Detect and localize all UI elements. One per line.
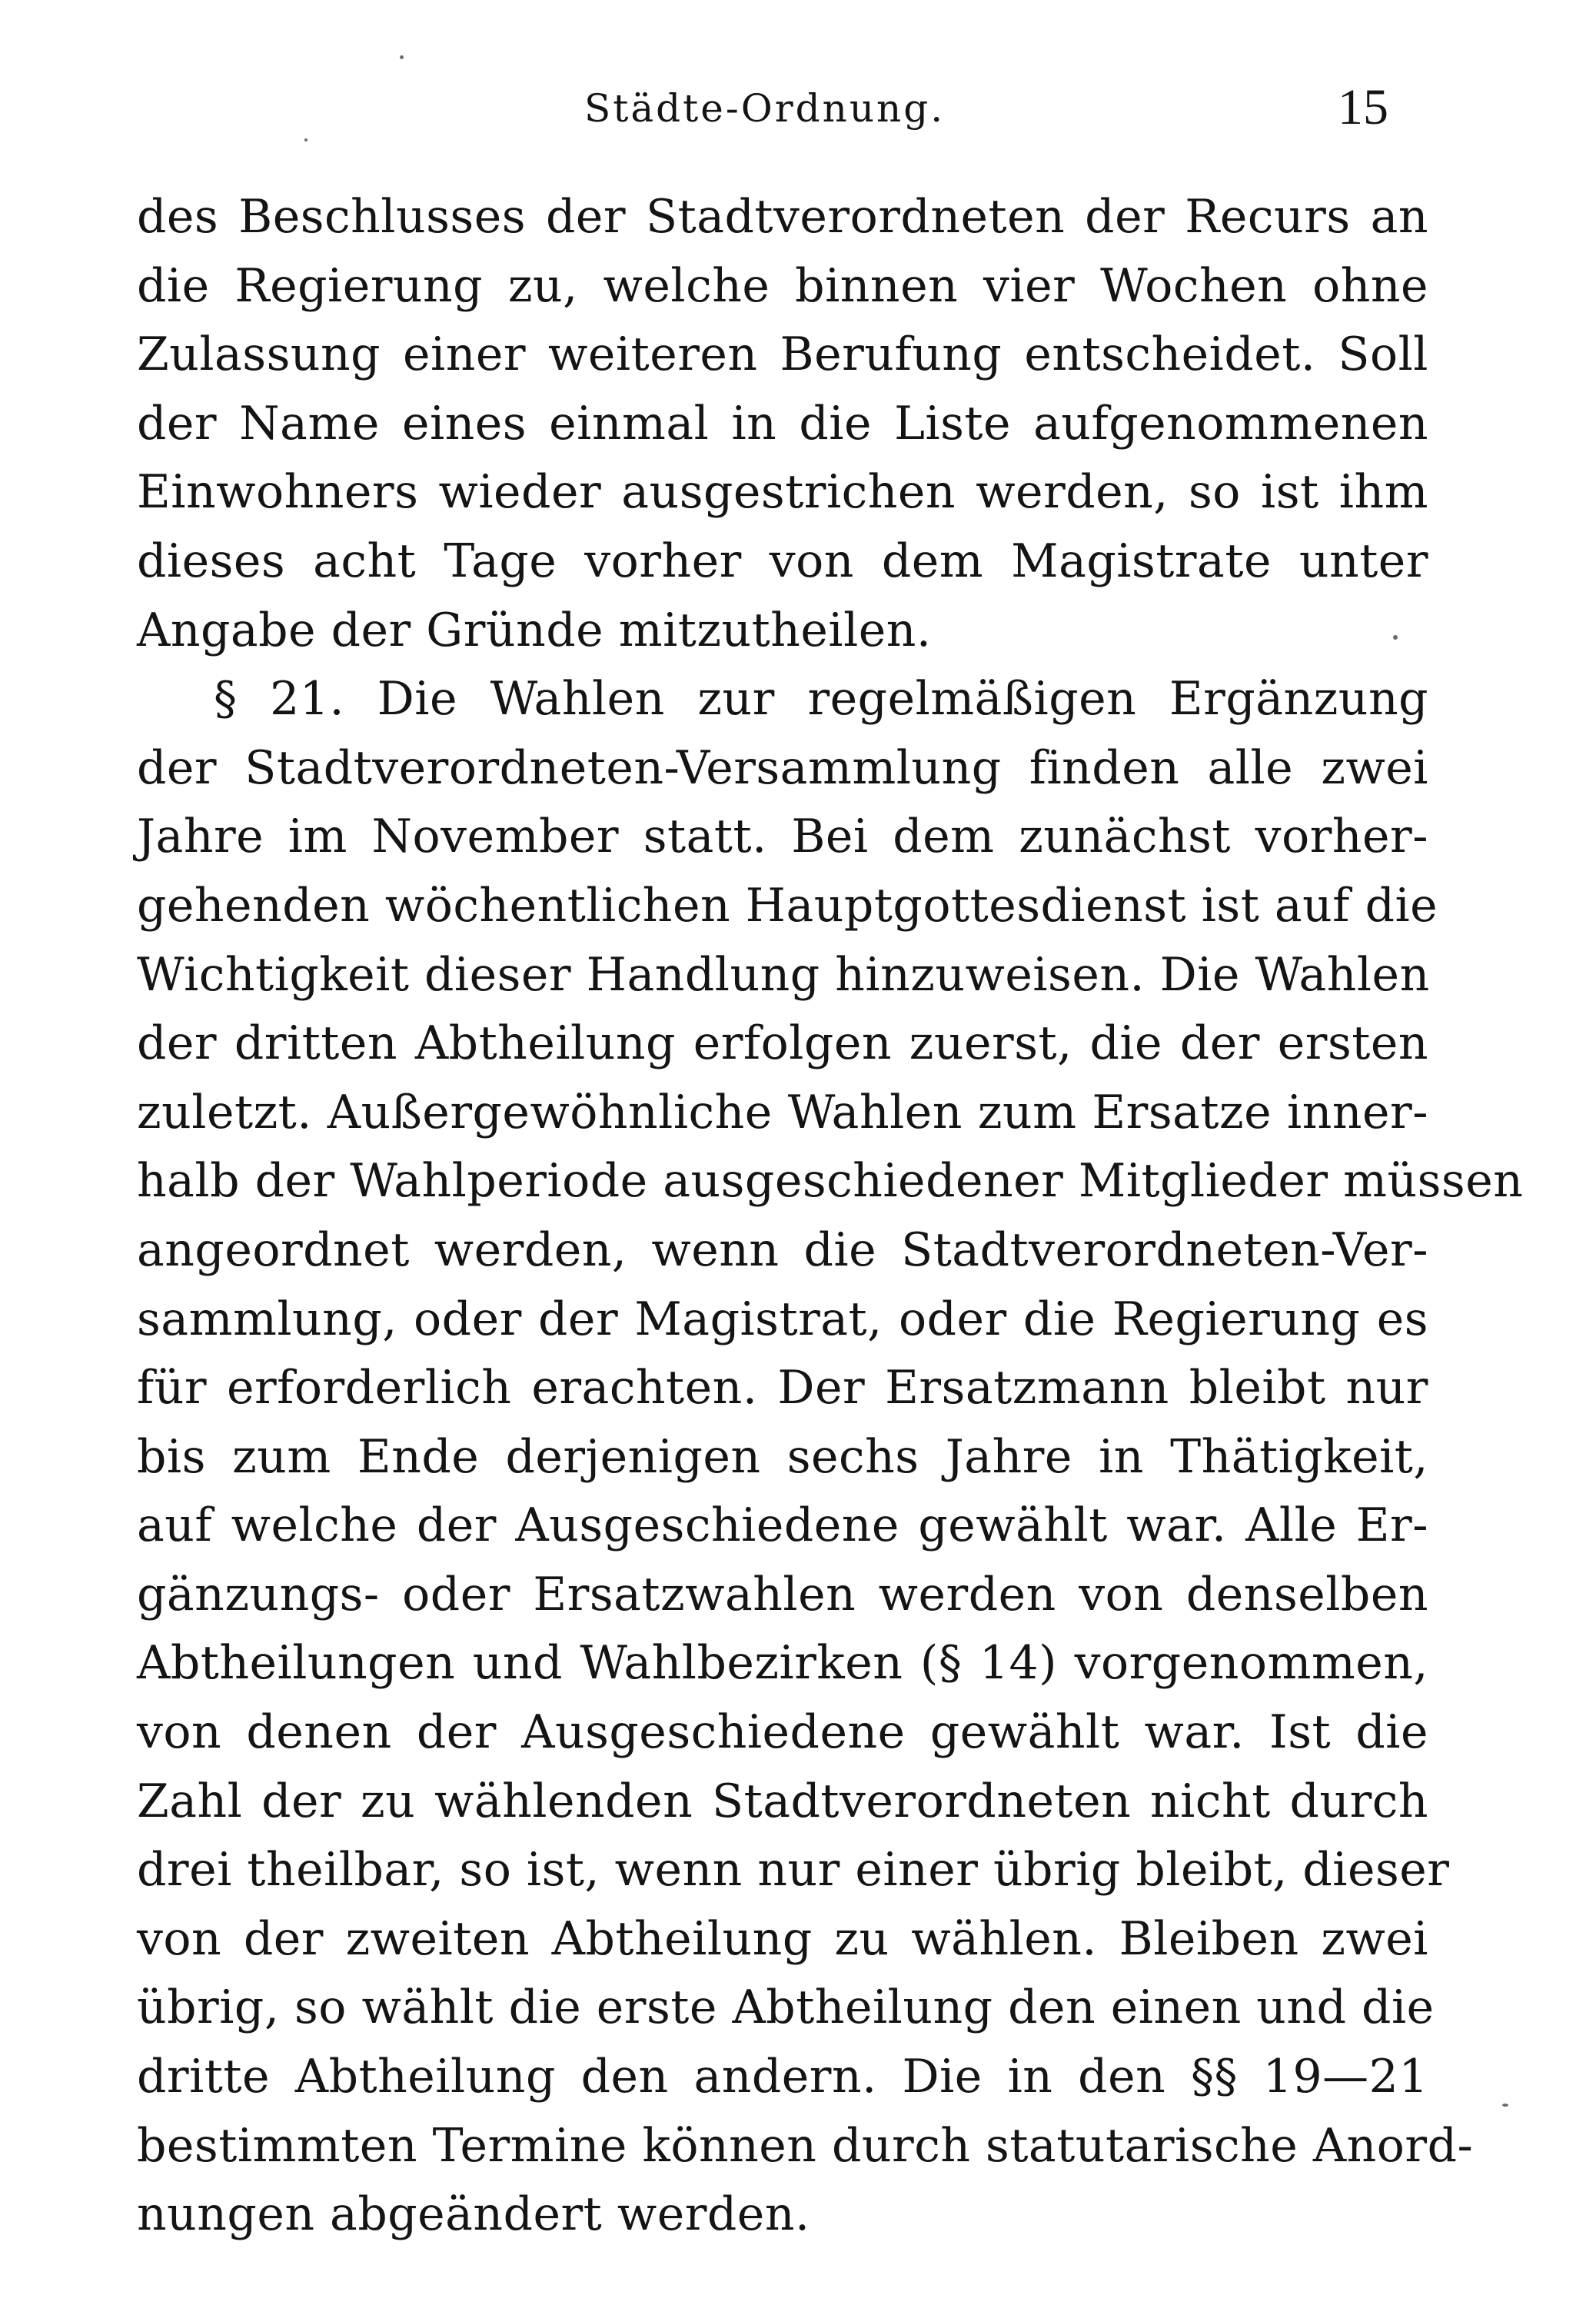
text-line: Einwohners wieder ausgestrichen werden, so ist ihm xyxy=(137,465,1428,520)
body-text xyxy=(137,183,1524,2250)
page-number: 15 xyxy=(1338,79,1388,135)
scan-speck xyxy=(1502,2104,1508,2107)
text-line: von denen der Ausgeschiedene gewählt war. Ist die xyxy=(137,1705,1428,1760)
text-line: Jahre im November statt. Bei dem zunächst vorher- xyxy=(137,810,1428,864)
text-line: der Stadtverordneten-Versammlung finden alle zwei xyxy=(137,740,1428,795)
running-title: Städte-Ordnung. xyxy=(584,86,946,131)
text-line: bestimmten Termine können durch statutarische Anord- xyxy=(137,2118,1474,2173)
text-line: zuletzt. Außergewöhnliche Wahlen zum Ersatze inner- xyxy=(137,1085,1428,1139)
text-line: nungen abgeändert werden. xyxy=(137,2187,810,2242)
text-line: dritte Abtheilung den andern. Die in den §§ 19—21 xyxy=(137,2050,1428,2104)
text-line: der dritten Abtheilung erfolgen zuerst, die der ersten xyxy=(137,1016,1428,1071)
text-line: Zulassung einer weiteren Berufung entscheidet. Soll xyxy=(137,328,1428,382)
scan-speck xyxy=(400,55,404,59)
text-line: der Name eines einmal in die Liste aufgenommenen xyxy=(137,396,1428,451)
scan-speck xyxy=(304,138,308,141)
text-line: die Regierung zu, welche binnen vier Wochen ohne xyxy=(137,258,1428,313)
text-line: des Beschlusses der Stadtverordneten der Recurs an xyxy=(137,190,1428,244)
section-heading-line: § 21. Die Wahlen zur regelmäßigen Ergänzung xyxy=(214,672,1428,727)
scan-speck xyxy=(1393,635,1398,640)
text-line: Abtheilungen und Wahlbezirken (§ 14) vorgenommen, xyxy=(137,1636,1428,1691)
running-head xyxy=(0,77,1596,146)
text-line: Wichtigkeit dieser Handlung hinzuweisen. Die Wahlen xyxy=(137,947,1430,1002)
text-line: Zahl der zu wählenden Stadtverordneten nicht durch xyxy=(137,1774,1428,1828)
text-line: drei theilbar, so ist, wenn nur einer übrig bleibt, dieser xyxy=(137,1843,1450,1898)
text-line: sammlung, oder der Magistrat, oder die Regierung es xyxy=(137,1292,1428,1346)
text-line: auf welche der Ausgeschiedene gewählt war. Alle Er- xyxy=(137,1498,1428,1553)
text-line: von der zweiten Abtheilung zu wählen. Bleiben zwei xyxy=(137,1911,1428,1966)
text-line: gänzungs- oder Ersatzwahlen werden von denselben xyxy=(137,1567,1428,1621)
text-line: gehenden wöchentlichen Hauptgottesdienst ist auf die xyxy=(137,878,1438,933)
text-line: angeordnet werden, wenn die Stadtverordneten-Ver- xyxy=(137,1222,1428,1277)
text-line: übrig, so wählt die erste Abtheilung den einen und die xyxy=(137,1981,1435,2035)
text-line: bis zum Ende derjenigen sechs Jahre in Thätigkeit, xyxy=(137,1429,1428,1484)
text-line: Angabe der Gründe mitzutheilen. xyxy=(137,603,932,657)
text-line: dieses acht Tage vorher von dem Magistrate unter xyxy=(137,534,1428,588)
text-line: halb der Wahlperiode ausgeschiedener Mitglieder müssen xyxy=(137,1154,1524,1209)
text-line: für erforderlich erachten. Der Ersatzmann bleibt nur xyxy=(137,1361,1428,1415)
